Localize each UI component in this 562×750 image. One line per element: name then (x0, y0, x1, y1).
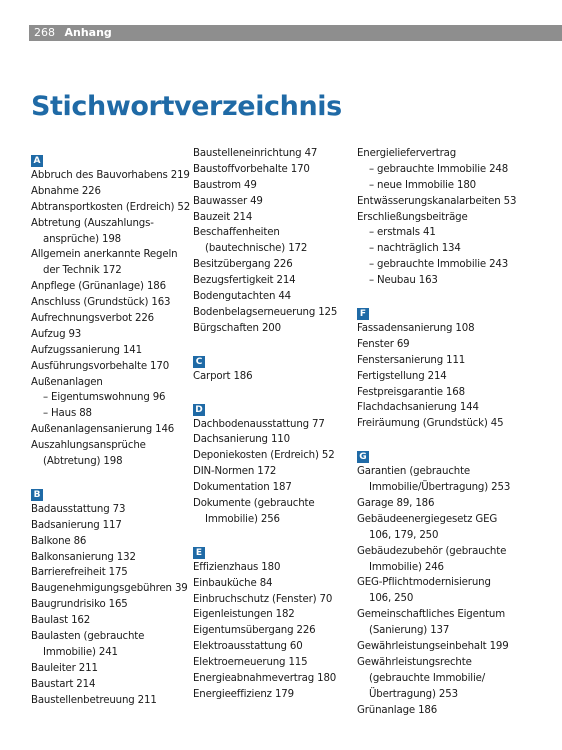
index-subentry: – gebrauchte Immobilie 243 (369, 259, 509, 271)
letter-badge: E (193, 547, 205, 559)
index-entry: Bürgschaften 200 (193, 322, 281, 334)
index-subentry: Übertragung) 253 (369, 688, 458, 700)
index-entry: Gewährleistungsrechte (357, 656, 472, 668)
index-entry: Baustellenbetreuung 211 (31, 694, 157, 706)
index-subentry: – Neubau 163 (369, 275, 438, 287)
index-subentry: Immobilie) 241 (43, 646, 118, 658)
index-entry: Energieeffizienz 179 (193, 688, 294, 700)
index-entry: Abnahme 226 (31, 185, 101, 197)
index-entry: Energieliefervertrag (357, 148, 457, 159)
index-entry: Anschluss (Grundstück) 163 (31, 297, 171, 309)
index-entry: Dokumentation 187 (193, 482, 292, 494)
index-entry: Eigentumsübergang 226 (193, 625, 316, 637)
index-subentry: der Technik 172 (43, 265, 122, 277)
index-entry: Baulasten (gebrauchte (31, 631, 145, 643)
index-entry: Flachdachsanierung 144 (357, 402, 479, 414)
index-entry: Baustrom 49 (193, 179, 257, 191)
index-letter-heading (31, 146, 181, 168)
index-subentry: 106, 250 (369, 593, 414, 605)
index-letter-heading (357, 442, 537, 464)
index-subentry: – Haus 88 (43, 408, 92, 420)
index-subentry: 106, 179, 250 (369, 529, 439, 541)
index-entry: Besitzübergang 226 (193, 259, 293, 271)
index-entry: Abtretung (Auszahlungs- (31, 217, 154, 229)
index-entry: DIN-Normen 172 (193, 466, 277, 478)
index-entry: Abtransportkosten (Erdreich) 52 (31, 201, 191, 213)
letter-badge: A (31, 155, 43, 167)
index-subentry: – erstmals 41 (369, 227, 436, 239)
index-entry: Entwässerungskanalarbeiten 53 (357, 195, 517, 207)
running-header (29, 25, 562, 41)
index-entry: Beschaffenheiten (193, 227, 280, 239)
index-entry: Carport 186 (193, 370, 253, 382)
index-entry: Bodenbelagserneuerung 125 (193, 306, 338, 318)
index-entry: Abbruch des Bauvorhabens 219 (31, 170, 190, 181)
letter-badge: B (31, 489, 43, 501)
index-entry: Außenanlagen (31, 376, 103, 388)
index-letter-heading (193, 395, 343, 417)
index-letter-heading (357, 299, 537, 321)
index-entry: Bezugsfertigkeit 214 (193, 275, 296, 287)
index-entry: Baustelleneinrichtung 47 (193, 148, 318, 159)
index-entry: Bauleiter 211 (31, 662, 98, 674)
index-subentry: – nachträglich 134 (369, 243, 461, 255)
index-entry: Bodengutachten 44 (193, 291, 292, 303)
index-entry: Grünanlage 186 (357, 704, 438, 716)
index-entry: Badsanierung 117 (31, 519, 122, 531)
index-entry: Baustoffvorbehalte 170 (193, 163, 310, 175)
index-column-3 (357, 146, 537, 719)
letter-badge: F (357, 308, 369, 320)
index-entry: Bauwasser 49 (193, 195, 263, 207)
index-subentry: – gebrauchte Immobilie 248 (369, 163, 509, 175)
index-entry: Einbauküche 84 (193, 577, 273, 589)
index-entry: Eigenleistungen 182 (193, 609, 295, 621)
index-entry: Balkonsanierung 132 (31, 551, 136, 563)
index-entry: Garantien (gebrauchte (357, 466, 471, 478)
section-spacer (193, 528, 343, 538)
index-entry: Baugenehmigungsgebühren 39 (31, 583, 188, 595)
index-entry: Gebäudeenergiegesetz GEG (357, 513, 498, 525)
index-entry: Einbruchschutz (Fenster) 70 (193, 593, 333, 605)
index-entry: Dachbodenausstattung 77 (193, 418, 325, 430)
letter-badge: G (357, 451, 369, 463)
index-entry: Festpreisgarantie 168 (357, 386, 465, 398)
section-spacer (357, 432, 537, 442)
index-entry: Außenanlagensanierung 146 (31, 424, 175, 436)
index-entry: Dachsanierung 110 (193, 434, 290, 446)
index-entry: Aufzug 93 (31, 328, 82, 340)
index-entry: Bauzeit 214 (193, 211, 253, 223)
index-entry: Baugrundrisiko 165 (31, 599, 128, 611)
index-entry: Baulast 162 (31, 615, 91, 627)
index-entry: Dokumente (gebrauchte (193, 498, 315, 510)
index-subentry: Immobilie/Übertragung) 253 (369, 482, 511, 494)
section-spacer (31, 470, 181, 480)
index-entry: Freiräumung (Grundstück) 45 (357, 418, 504, 430)
index-column-2 (193, 146, 343, 703)
index-subentry: Immobilie) 246 (369, 561, 444, 573)
index-subentry: (gebrauchte Immobilie/ (369, 672, 486, 684)
index-letter-heading (193, 347, 343, 369)
index-entry: Gemeinschaftliches Eigentum (357, 609, 505, 621)
index-entry: Aufrechnungsverbot 226 (31, 313, 155, 325)
index-entry: Fassadensanierung 108 (357, 323, 475, 335)
index-entry: Erschließungsbeiträge (357, 211, 468, 223)
section-spacer (193, 337, 343, 347)
index-entry: Elektroausstattung 60 (193, 641, 303, 653)
index-entry: Balkone 86 (31, 535, 87, 547)
index-letter-heading (31, 480, 181, 502)
index-letter-heading (193, 538, 343, 560)
index-entry: Elektroerneuerung 115 (193, 657, 308, 669)
index-subentry: – Eigentumswohnung 96 (43, 392, 166, 404)
letter-badge: C (193, 356, 205, 368)
index-subentry: Immobilie) 256 (205, 513, 280, 525)
index-subentry: (Sanierung) 137 (369, 625, 450, 637)
index-column-1 (31, 146, 191, 709)
page-number: 268 (34, 26, 55, 39)
page-title: Stichwortverzeichnis (31, 91, 342, 122)
index-entry: Fenstersanierung 111 (357, 354, 466, 366)
index-entry: Ausführungsvorbehalte 170 (31, 360, 170, 372)
index-entry: Gewährleistungseinbehalt 199 (357, 641, 509, 653)
index-entry: Effizienzhaus 180 (193, 561, 281, 573)
index-entry: Gebäudezubehör (gebrauchte (357, 545, 507, 557)
index-entry: Garage 89, 186 (357, 498, 435, 510)
index-entry: Baustart 214 (31, 678, 96, 690)
index-entry: Badausstattung 73 (31, 503, 126, 515)
index-entry: Fenster 69 (357, 338, 410, 350)
index-entry: Barrierefreiheit 175 (31, 567, 128, 579)
section-spacer (357, 289, 537, 299)
index-subentry: (Abtretung) 198 (43, 456, 123, 468)
index-entry: Deponiekosten (Erdreich) 52 (193, 450, 335, 462)
index-entry: Auszahlungsansprüche (31, 440, 146, 452)
index-entry: Allgemein anerkannte Regeln (31, 249, 178, 261)
index-subentry: – neue Immobilie 180 (369, 179, 477, 191)
index-entry: Fertigstellung 214 (357, 370, 447, 382)
index-subentry: ansprüche) 198 (43, 233, 122, 245)
section-label: Anhang (64, 26, 112, 39)
index-entry: Energieabnahmevertrag 180 (193, 673, 337, 685)
index-entry: Anpflege (Grünanlage) 186 (31, 281, 166, 293)
index-entry: GEG-Pflichtmodernisierung (357, 577, 491, 589)
index-subentry: (bautechnische) 172 (205, 243, 308, 255)
letter-badge: D (193, 404, 205, 416)
section-spacer (193, 385, 343, 395)
index-entry: Aufzugssanierung 141 (31, 344, 142, 356)
